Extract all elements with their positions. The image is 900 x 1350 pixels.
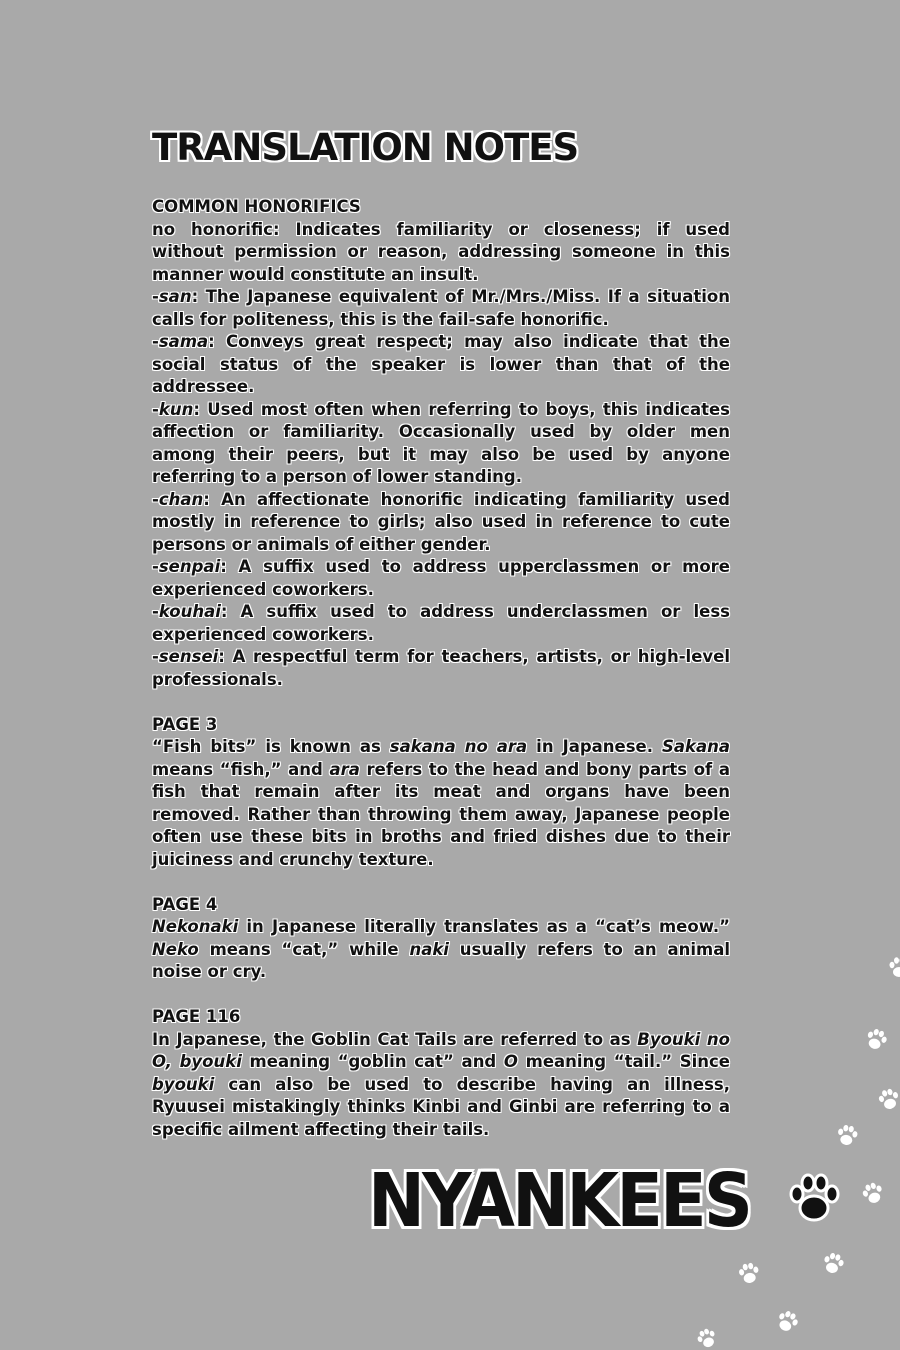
paw-print-icon	[738, 1262, 760, 1286]
page-116-note	[152, 1006, 730, 1141]
honorific-entry: -kun: Used most often when referring to boys, this indicates affection or familiarity. Occasionally used by older men among their peers, but it may also be used by anyone referring to a person of lower standing.	[152, 399, 730, 486]
paw-print-icon	[878, 1088, 900, 1112]
section-heading-honorifics: COMMON HONORIFICS	[152, 197, 361, 216]
note-text: Nekonaki in Japanese literally translates as a “cat’s meow.” Neko means “cat,” while naki usually refers to an animal noise or cry.	[152, 917, 730, 981]
notes-body	[152, 196, 730, 1164]
paw-print-icon	[865, 1028, 887, 1052]
series-logo	[368, 1160, 843, 1242]
note-text: “Fish bits” is known as sakana no ara in Japanese. Sakana means “fish,” and ara refers to the head and bony parts of a fish that remain after its meat and organs have been removed. Rather than throwing them away, Japanese people often use these bits in broths and fried dishes due to their juiciness and crunchy texture.	[152, 737, 731, 869]
page-title: TRANSLATION NOTES	[152, 126, 579, 169]
paw-print-icon	[862, 1182, 884, 1206]
logo-text: NYANKEES	[368, 1158, 751, 1244]
section-heading-page-116: PAGE 116	[152, 1007, 241, 1026]
logo-paw-icon	[785, 1170, 843, 1232]
paw-print-icon	[888, 956, 900, 980]
page-3-note	[152, 714, 730, 872]
honorific-entry: -sama: Conveys great respect; may also indicate that the social status of the speaker is lower than that of the addressee.	[152, 332, 730, 396]
paw-print-icon	[696, 1328, 718, 1350]
section-heading-page-4: PAGE 4	[152, 894, 218, 914]
paw-print-icon	[776, 1310, 798, 1334]
honorific-entry: -kouhai: A suffix used to address underclassmen or less experienced coworkers.	[152, 602, 730, 644]
paw-print-icon	[836, 1124, 858, 1148]
honorific-entry: -chan: An affectionate honorific indicating familiarity used mostly in reference to girls; also used in reference to cute persons or animals of either gender.	[152, 489, 730, 554]
paw-print-icon	[822, 1252, 844, 1276]
page-4-note	[152, 894, 730, 984]
note-text: In Japanese, the Goblin Cat Tails are referred to as Byouki no O, byouki meaning “goblin cat” and O meaning “tail.” Since byouki can also be used to describe having an illness, Ryuusei mistakingly thinks Kinbi and Ginbi are referring to a specific ailment affecting their tails.	[152, 1029, 730, 1139]
honorific-entry: -sensei: A respectful term for teachers, artists, or high-level professionals.	[152, 647, 730, 689]
honorific-entry: -senpai: A suffix used to address upperclassmen or more experienced coworkers.	[152, 557, 730, 599]
section-heading-page-3: PAGE 3	[152, 714, 218, 734]
honorific-entry: no honorific: Indicates familiarity or closeness; if used without permission or reason, addressing someone in this manner would constitute an insult.	[152, 219, 730, 284]
honorifics-section	[152, 196, 730, 691]
honorific-entry: -san: The Japanese equivalent of Mr./Mrs./Miss. If a situation calls for politeness, this is the fail-safe honorific.	[152, 287, 730, 329]
